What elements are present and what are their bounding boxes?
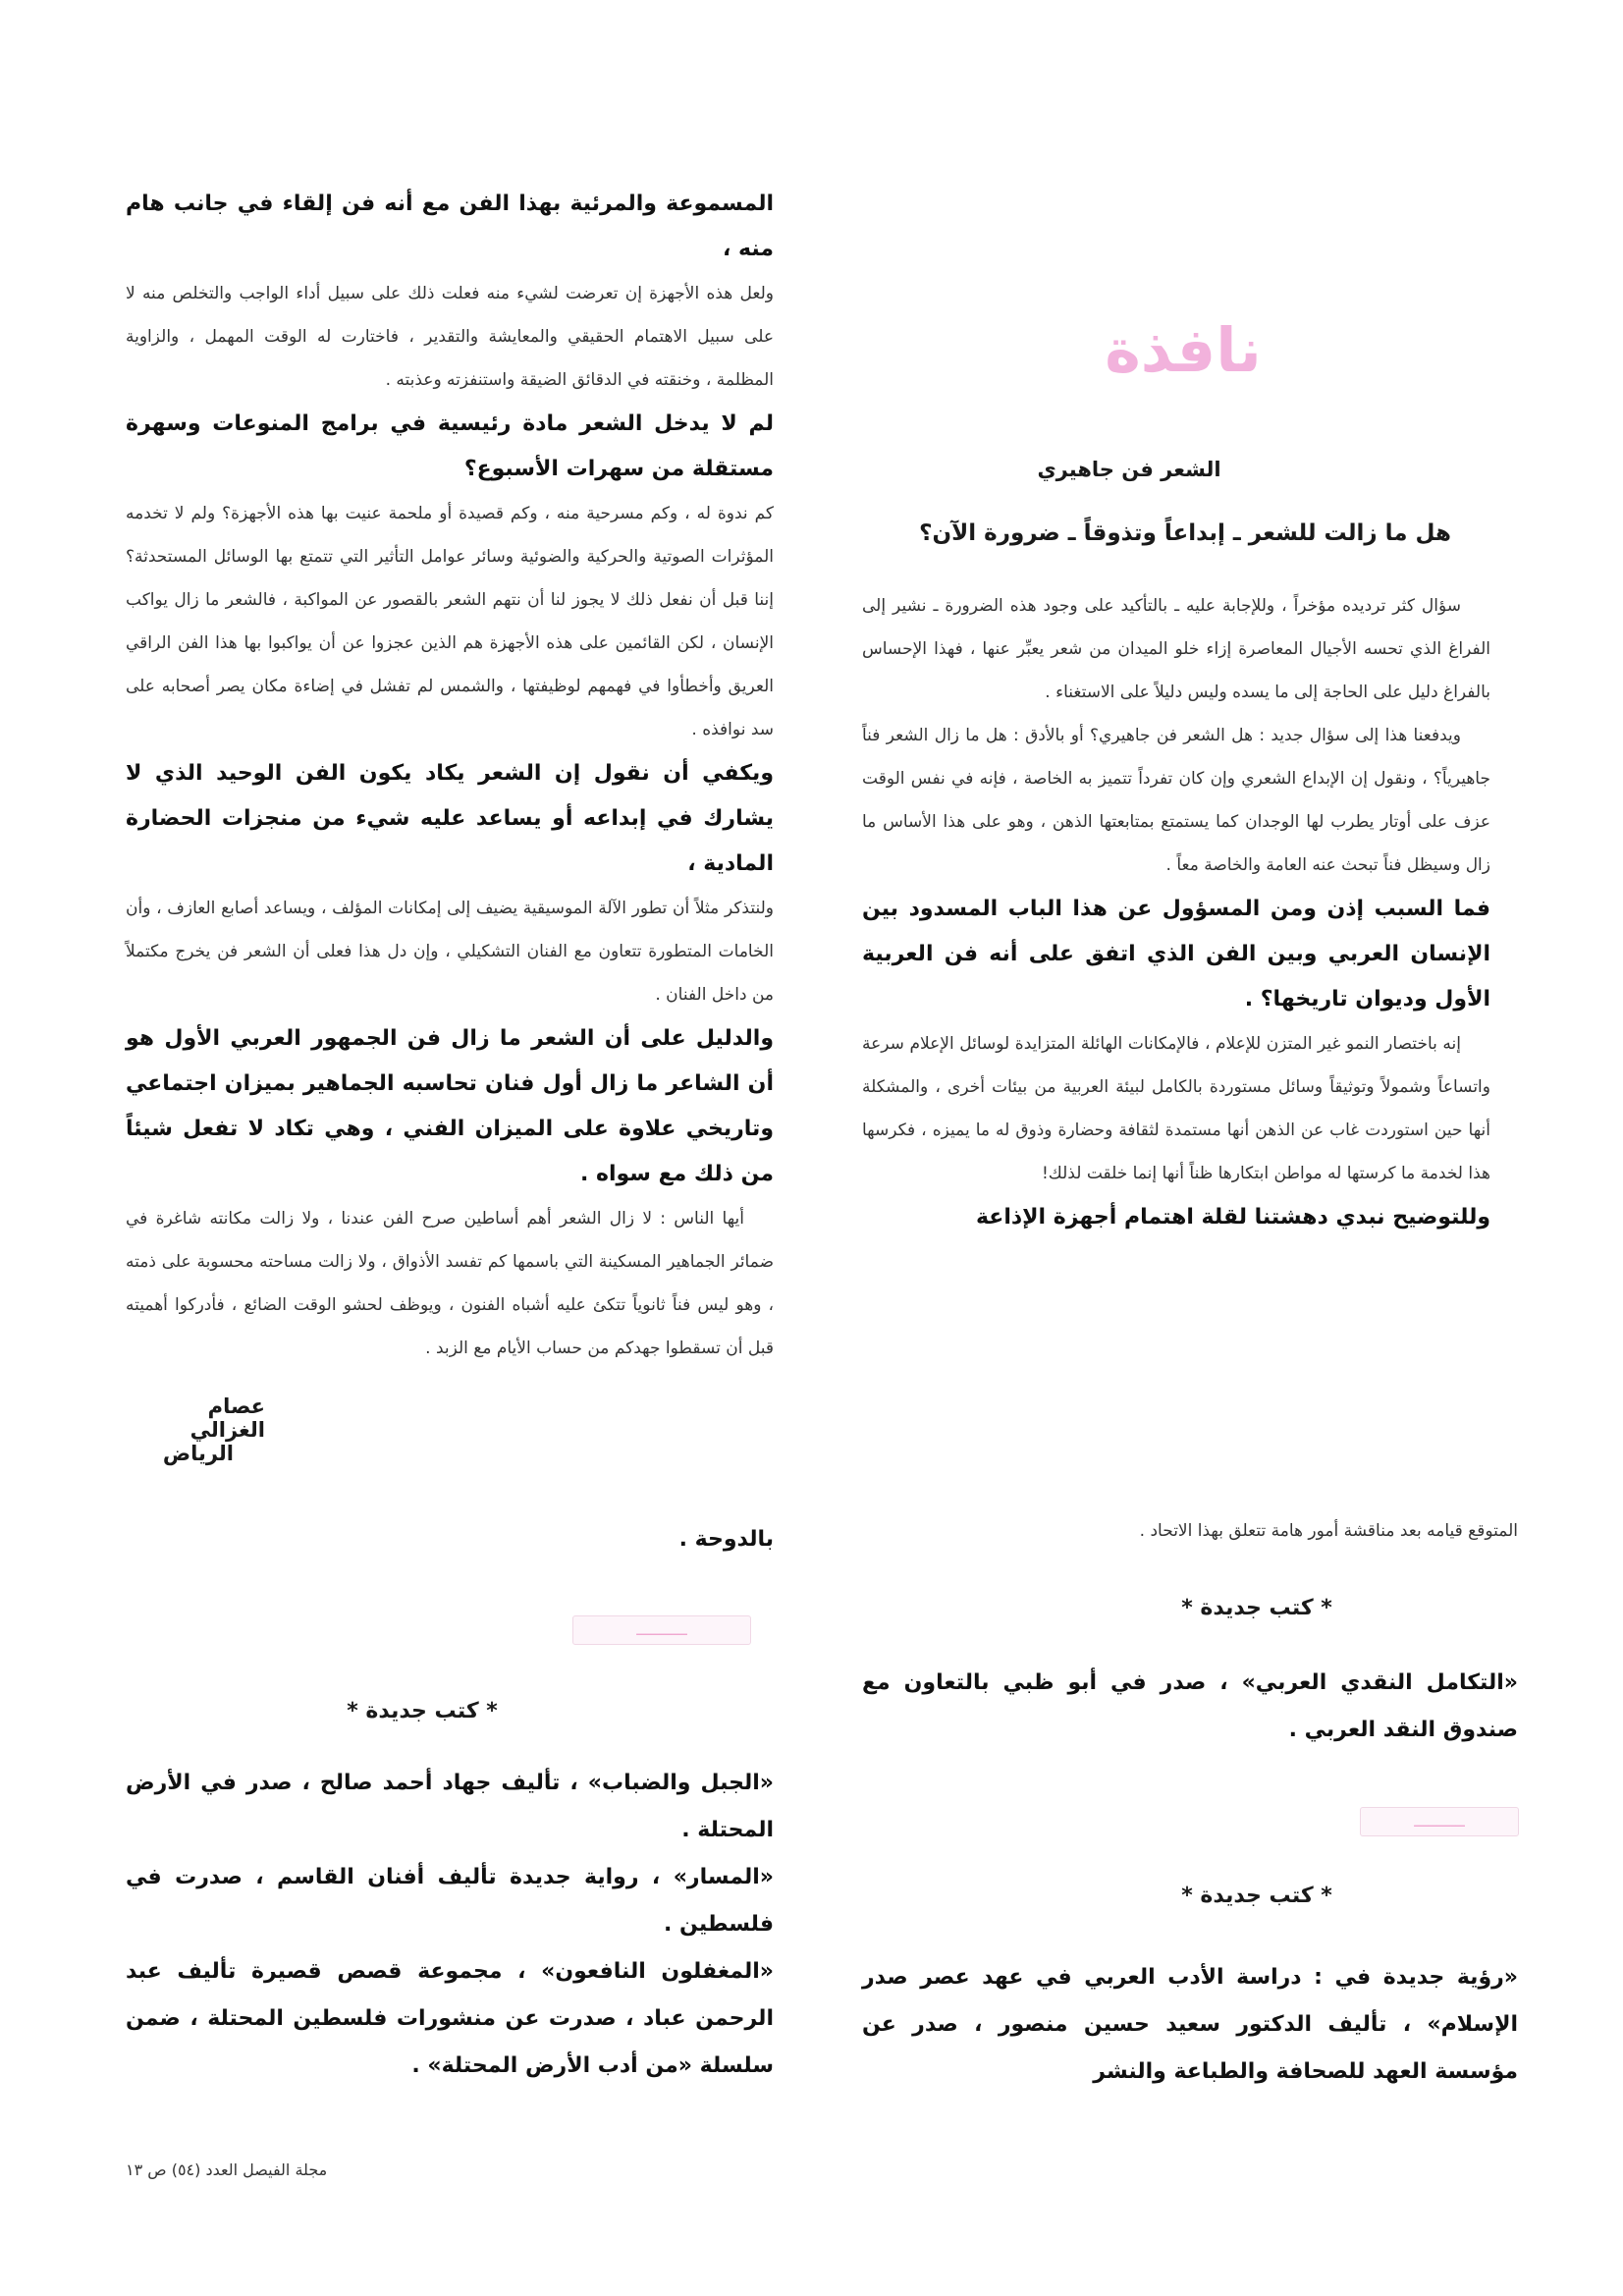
author-name: عصام الغزالي [189, 1394, 265, 1442]
new-books-heading: * كتب جديدة * [347, 1699, 498, 1723]
right-column-bottom [862, 1507, 1518, 1555]
left-column-bottom [126, 1517, 774, 1562]
book-item: «المسار» ، رواية جديدة تأليف أفنان القاسم ، صدرت في فلسطين . [126, 1865, 774, 1937]
paragraph: إنه باختصار النمو غير المتزن للإعلام ، فالإمكانات الهائلة المتزايدة لوسائل الإعلام سرعة واتساعاً وشمولاً وتوثيقاً وسائل مستوردة بالكامل لبيئة العربية من بيئات أخرى ، والمشكلة أنها حين استوردت غاب عن الذهن أنها مستمدة لثقافة وحضارة وذوق له ما يميزه ، فكرسها هذا لخدمة ما كرستها له مواطن ابتكارها ظناً أنها إنما خلقت لذلك! [862, 1034, 1490, 1183]
book-list [126, 1760, 774, 2090]
book-item: «التكامل النقدي العربي» ، صدر في أبو ظبي بالتعاون مع صندوق النقد العربي . [862, 1670, 1518, 1742]
section-title-naf: نافذة [1105, 314, 1262, 386]
article-question: هل ما زالت للشعر ـ إبداعاً وتذوقاً ـ ضرورة الآن؟ [919, 520, 1451, 546]
new-books-heading: * كتب جديدة * [1181, 1596, 1332, 1620]
page-footer: مجلة الفيصل العدد (٥٤) ص ١٣ [126, 2160, 328, 2179]
paragraph: ويكفي أن نقول إن الشعر يكاد يكون الفن الوحيد الذي لا يشارك في إبداعه أو يساعد عليه شيء من منجزات الحضارة المادية ، [126, 761, 774, 876]
book-item: «المغفلون النافعون» ، مجموعة قصص قصيرة تأليف عبد الرحمن عباد ، صدرت عن منشورات فلسطين المحتلة ، ضمن سلسلة «من أدب الأرض المحتلة» . [126, 1959, 774, 2078]
author-place: الرياض [162, 1442, 234, 1465]
article-subtitle: الشعر فن جاهيري [1037, 458, 1221, 481]
paragraph: المسموعة والمرئية بهذا الفن مع أنه فن إلقاء في جانب هام منه ، [126, 191, 774, 261]
paragraph: وللتوضيح نبدي دهشتنا لقلة اهتمام أجهزة الإذاعة [975, 1205, 1490, 1230]
separator-ornament: ـــــــــــ [1360, 1807, 1519, 1836]
paragraph: والدليل على أن الشعر ما زال فن الجمهور العربي الأول هو أن الشاعر ما زال أول فنان تحاسبه الجماهير بميزان اجتماعي وتاريخي علاوة على الميزان الفني ، وهي تكاد لا تفعل شيئاً من ذلك مع سواه . [126, 1026, 774, 1186]
paragraph: كم ندوة له ، وكم مسرحية منه ، وكم قصيدة أو ملحمة عنيت بها هذه الأجهزة؟ ولم لا تخدمه المؤثرات الصوتية والحركية والضوئية وسائر عوامل التأثير التي تتمتع بها الوسائل المستحدثة؟ إننا قبل أن نفعل ذلك لا يجوز لنا أن نتهم الشعر بالقصور عن المواكبة ، فالشعر ما زال يواكب الإنسان ، لكن القائمين على هذه الأجهزة هم الذين عجزوا عن أن يواكبوا بها هذا الفن الراقي العريق وأخطأوا في فهمهم لوظيفتها ، والشمس لم تفشل في إضاءة مكان يصر أصحابه على سد نوافذه . [126, 504, 774, 739]
paragraph: بالدوحة . [678, 1527, 774, 1552]
paragraph: ولعل هذه الأجهزة إن تعرضت لشيء منه فعلت ذلك على سبيل أداء الواجب والتخلص منه لا على سبيل الاهتمام الحقيقي والمعايشة والتقدير ، فاختارت له الوقت المهمل ، والزاوية المظلمة ، وخنقته في الدقائق الضيقة واستنفزته وعذبته . [126, 284, 774, 390]
paragraph: سؤال كثر ترديده مؤخراً ، وللإجابة عليه ـ بالتأكيد على وجود هذه الضرورة ـ نشير إلى الفراغ الذي تحسه الأجيال المعاصرة إزاء خلو الميدان من شعر يعبِّر عنها ، فهذا الإحساس بالفراغ دليل على الحاجة إلى ما يسده وليس دليلاً على الاستغناء . [862, 596, 1490, 702]
paragraph: لم لا يدخل الشعر مادة رئيسية في برامج المنوعات وسهرة مستقلة من سهرات الأسبوع؟ [126, 411, 774, 481]
left-column-top [126, 182, 774, 1370]
book-item: «رؤية جديدة في : دراسة الأدب العربي في عهد عصر صدر الإسلام» ، تأليف الدكتور سعيد حسين منصور ، صدر عن مؤسسة العهد للصحافة والطباعة والنشر [862, 1965, 1518, 2084]
paragraph: المتوقع قيامه بعد مناقشة أمور هامة تتعلق بهذا الاتحاد . [1139, 1521, 1518, 1541]
new-books-heading: * كتب جديدة * [1181, 1884, 1332, 1908]
paragraph: فما السبب إذن ومن المسؤول عن هذا الباب المسدود بين الإنسان العربي وبين الفن الذي اتفق على أنه فن العربية الأول وديوان تاريخها؟ . [862, 897, 1490, 1011]
paragraph: ولنتذكر مثلاً أن تطور الآلة الموسيقية يضيف إلى إمكانات المؤلف ، ويساعد أصابع العازف ، وأن الخامات المتطورة تتعاون مع الفنان التشكيلي ، وإن دل هذا فعلى أن الشعر فن يخرج مكتملاً من داخل الفنان . [126, 899, 774, 1005]
separator-ornament: ـــــــــــ [572, 1615, 751, 1645]
paragraph: ويدفعنا هذا إلى سؤال جديد : هل الشعر فن جاهيري؟ أو بالأدق : هل ما زال الشعر فناً جاهيرياً؟ ، ونقول إن الإبداع الشعري وإن كان تفرداً تتميز به الخاصة ، فإنه في نفس الوقت عزف على أوتار يطرب لها الوجدان كما يستمتع بمتابعتها الذهن ، وهو على هذا الأساس ما زال وسيظل فناً تبحث عنه العامة والخاصة معاً . [862, 726, 1490, 875]
paragraph: أيها الناس : لا زال الشعر أهم أساطين صرح الفن عندنا ، ولا زالت مكانته شاغرة في ضمائر الجماهير المسكينة التي باسمها كم تفسد الأذواق ، ولا زالت مساحته محسوبة على ذمته ، وهو ليس فناً ثانوياً تتكئ عليه أشباه الفنون ، ويوظف لحشو الوقت الضائع ، فأدركوا أهميته قبل أن تسقطوا جهدكم من حساب الأيام مع الزبد . [126, 1209, 774, 1358]
book-item: «الجبل والضباب» ، تأليف جهاد أحمد صالح ، صدر في الأرض المحتلة . [126, 1771, 774, 1842]
right-column-top [862, 584, 1490, 1240]
